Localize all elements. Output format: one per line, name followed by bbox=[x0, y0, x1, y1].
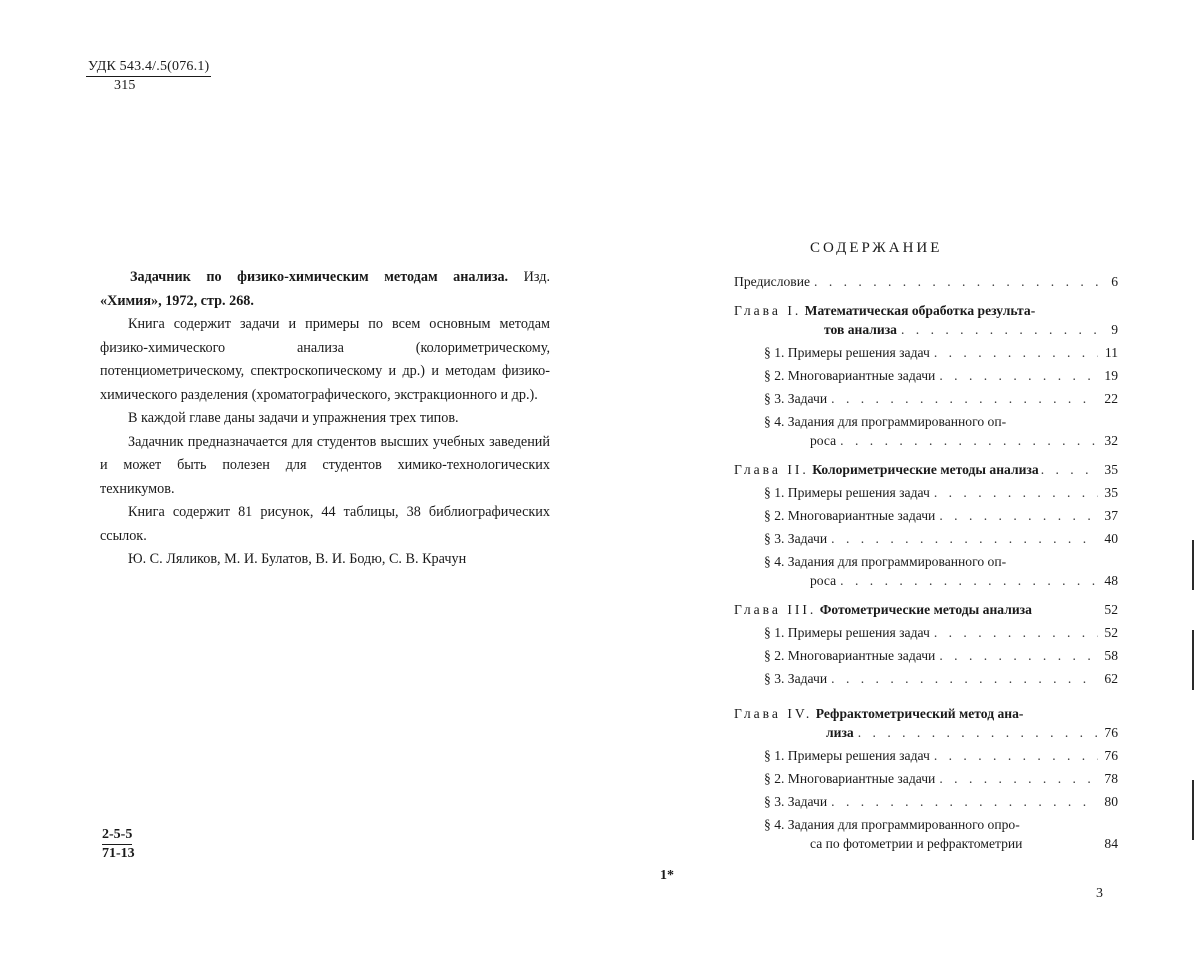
toc-ch3-sec3 bbox=[734, 669, 1118, 688]
toc-leader-dots bbox=[831, 792, 1098, 811]
toc-ch2-sec3-label: § 3. Задачи bbox=[764, 531, 828, 546]
scan-edge-mark bbox=[1192, 630, 1194, 690]
toc-chapter-4-prefix: Глава IV. bbox=[734, 706, 813, 721]
annotation-paragraph-2: В каждой главе даны задачи и упражнения трех типов. bbox=[128, 410, 459, 426]
toc-chapter-3-title: Фотометрические методы анализа bbox=[819, 602, 1032, 617]
toc-ch1-sec4-line1: § 4. Задания для программированного оп- bbox=[764, 414, 1007, 429]
toc-chapter-2-heading bbox=[734, 460, 1039, 479]
toc-chapter-3-heading bbox=[734, 600, 1032, 619]
book-annotation bbox=[100, 266, 550, 572]
toc-chapter-4 bbox=[734, 704, 1118, 742]
toc-ch4-sec2-page: 78 bbox=[1104, 771, 1118, 786]
toc-chapter-1-page: 9 bbox=[1111, 322, 1118, 337]
toc-chapter-1-prefix: Глава I. bbox=[734, 303, 802, 318]
toc-ch1-sec1 bbox=[734, 343, 1118, 362]
toc-leader-dots bbox=[934, 483, 1098, 502]
toc-ch2-sec4-line1: § 4. Задания для программированного оп- bbox=[764, 554, 1007, 569]
toc-chapter-3-prefix: Глава III. bbox=[734, 602, 817, 617]
toc-ch2-sec1 bbox=[734, 483, 1118, 502]
toc-leader-dots bbox=[939, 506, 1098, 525]
toc-leader-dots bbox=[831, 529, 1098, 548]
annotation-paragraph-1: Книга содержит задачи и примеры по всем основным методам физико-химического анализа (колориметрическому, потенциометрическому, спектроскопическому и др.) и методам физико-химического разделения (хроматографического, экстракционного и др.). bbox=[100, 316, 550, 403]
catalog-code-bottom: 71-13 bbox=[102, 846, 135, 861]
toc-ch4-sec2-label: § 2. Многовариантные задачи bbox=[764, 771, 936, 786]
toc-ch3-sec1 bbox=[734, 623, 1118, 642]
annotation-authors: Ю. С. Ляликов, М. И. Булатов, В. И. Бодю, С. В. Крачун bbox=[128, 551, 467, 567]
toc-chapter-4-line2 bbox=[734, 723, 1118, 742]
toc-ch2-sec2-page: 37 bbox=[1104, 508, 1118, 523]
annotation-title-bold: Задачник по физико-химическим методам анализа. bbox=[130, 269, 509, 285]
toc-ch3-sec1-label: § 1. Примеры решения задач bbox=[764, 625, 930, 640]
toc-preface bbox=[734, 272, 1118, 291]
toc-chapter-4-line1 bbox=[734, 704, 1118, 723]
toc-ch1-sec2-label: § 2. Многовариантные задачи bbox=[764, 368, 936, 383]
toc-chapter-3 bbox=[734, 600, 1118, 619]
toc-leader-dots bbox=[939, 769, 1098, 788]
toc-leader-dots bbox=[939, 366, 1098, 385]
toc-chapter-3-page: 52 bbox=[1104, 602, 1118, 617]
annotation-paragraph-4: Книга содержит 81 рисунок, 44 таблицы, 38 библиографических ссылок. bbox=[100, 504, 550, 544]
toc-ch3-sec1-page: 52 bbox=[1104, 625, 1118, 640]
toc-ch1-sec3-page: 22 bbox=[1104, 391, 1118, 406]
toc-ch1-sec2-page: 19 bbox=[1104, 368, 1118, 383]
toc-chapter-1-line2 bbox=[734, 320, 1118, 339]
toc-ch1-sec1-label: § 1. Примеры решения задач bbox=[764, 345, 930, 360]
toc-leader-dots bbox=[934, 746, 1098, 765]
toc-ch2-sec2 bbox=[734, 506, 1118, 525]
toc-ch2-sec2-label: § 2. Многовариантные задачи bbox=[764, 508, 936, 523]
toc-ch1-sec4 bbox=[734, 412, 1118, 450]
toc-ch3-sec3-label: § 3. Задачи bbox=[764, 671, 828, 686]
toc-ch2-sec4-line2-row bbox=[764, 571, 1118, 590]
annotation-publisher: «Химия», 1972, стр. 268. bbox=[100, 292, 254, 309]
toc-ch4-sec4-line2: са по фотометрии и рефрактометрии bbox=[810, 836, 1023, 851]
toc-ch4-sec3-page: 80 bbox=[1104, 794, 1118, 809]
toc-chapter-4-title-line1: Рефрактометрический метод ана- bbox=[815, 706, 1024, 721]
toc-ch3-sec2 bbox=[734, 646, 1118, 665]
toc-ch2-sec4-line2: роса bbox=[810, 573, 837, 588]
toc-ch2-sec4 bbox=[734, 552, 1118, 590]
table-of-contents bbox=[734, 272, 1118, 853]
toc-ch2-sec3-page: 40 bbox=[1104, 531, 1118, 546]
toc-leader-dots bbox=[831, 389, 1098, 408]
toc-ch2-sec4-page: 48 bbox=[1104, 573, 1118, 588]
annotation-paragraph-3: Задачник предназначается для студентов высших учебных заведений и может быть полезен для студентов химико-технологических техникумов. bbox=[100, 433, 550, 497]
toc-chapter-2-prefix: Глава II. bbox=[734, 462, 809, 477]
catalog-code-top: 2-5-5 bbox=[102, 826, 132, 845]
toc-ch1-sec4-line2: роса bbox=[810, 433, 837, 448]
toc-leader-dots bbox=[858, 723, 1098, 742]
toc-ch2-sec3 bbox=[734, 529, 1118, 548]
udk-bottom: 315 bbox=[114, 78, 136, 93]
toc-leader-dots bbox=[814, 272, 1098, 291]
udk-index bbox=[86, 58, 211, 94]
scan-edge-mark bbox=[1192, 540, 1194, 590]
toc-chapter-1-title-line2: тов анализа bbox=[824, 322, 897, 337]
toc-leader-dots bbox=[1041, 460, 1100, 479]
toc-leader-dots bbox=[939, 646, 1098, 665]
toc-leader-dots bbox=[831, 669, 1098, 688]
toc-chapter-2-page: 35 bbox=[1104, 462, 1118, 477]
toc-ch4-sec4-line1: § 4. Задания для программированного опро- bbox=[764, 817, 1020, 832]
toc-title: СОДЕРЖАНИЕ bbox=[810, 240, 943, 256]
toc-ch4-sec4 bbox=[734, 815, 1118, 853]
toc-leader-dots bbox=[840, 431, 1098, 450]
toc-ch4-sec2 bbox=[734, 769, 1118, 788]
toc-ch1-sec3 bbox=[734, 389, 1118, 408]
toc-ch4-sec1-label: § 1. Примеры решения задач bbox=[764, 748, 930, 763]
toc-chapter-1-title-line1: Математическая обработка результа- bbox=[804, 303, 1036, 318]
toc-ch1-sec2 bbox=[734, 366, 1118, 385]
toc-preface-page: 6 bbox=[1111, 274, 1118, 289]
toc-chapter-2-title: Колориметрические методы анализа bbox=[812, 462, 1039, 477]
catalog-code bbox=[102, 826, 135, 862]
toc-leader-dots bbox=[934, 623, 1098, 642]
toc-chapter-4-page: 76 bbox=[1104, 725, 1118, 740]
signature-mark: 1* bbox=[660, 868, 674, 883]
toc-chapter-1 bbox=[734, 301, 1118, 339]
toc-chapter-2 bbox=[734, 460, 1118, 479]
toc-ch1-sec4-line2-row bbox=[764, 431, 1118, 450]
toc-chapter-1-line1 bbox=[734, 301, 1118, 320]
toc-ch4-sec4-line2-row bbox=[764, 834, 1118, 853]
scan-edge-mark bbox=[1192, 780, 1194, 840]
toc-leader-dots bbox=[840, 571, 1098, 590]
toc-leader-dots bbox=[934, 343, 1098, 362]
toc-ch4-sec1-page: 76 bbox=[1104, 748, 1118, 763]
toc-ch4-sec3-label: § 3. Задачи bbox=[764, 794, 828, 809]
toc-ch3-sec3-page: 62 bbox=[1104, 671, 1118, 686]
toc-ch1-sec3-label: § 3. Задачи bbox=[764, 391, 828, 406]
toc-ch4-sec3 bbox=[734, 792, 1118, 811]
toc-leader-dots bbox=[901, 320, 1098, 339]
toc-preface-label: Предисловие bbox=[734, 274, 811, 289]
annotation-title bbox=[100, 266, 550, 313]
toc-ch3-sec2-page: 58 bbox=[1104, 648, 1118, 663]
toc-ch2-sec1-label: § 1. Примеры решения задач bbox=[764, 485, 930, 500]
page-number: 3 bbox=[1096, 886, 1103, 901]
toc-ch1-sec1-page: 11 bbox=[1104, 345, 1118, 360]
annotation-title-rest: Изд. bbox=[523, 269, 551, 285]
toc-ch1-sec4-page: 32 bbox=[1104, 433, 1118, 448]
udk-top: УДК 543.4/.5(076.1) bbox=[86, 58, 211, 77]
toc-ch3-sec2-label: § 2. Многовариантные задачи bbox=[764, 648, 936, 663]
toc-ch2-sec1-page: 35 bbox=[1104, 485, 1118, 500]
toc-chapter-4-title-line2: лиза bbox=[826, 725, 854, 740]
toc-ch4-sec1 bbox=[734, 746, 1118, 765]
toc-ch4-sec4-page: 84 bbox=[1104, 836, 1118, 851]
